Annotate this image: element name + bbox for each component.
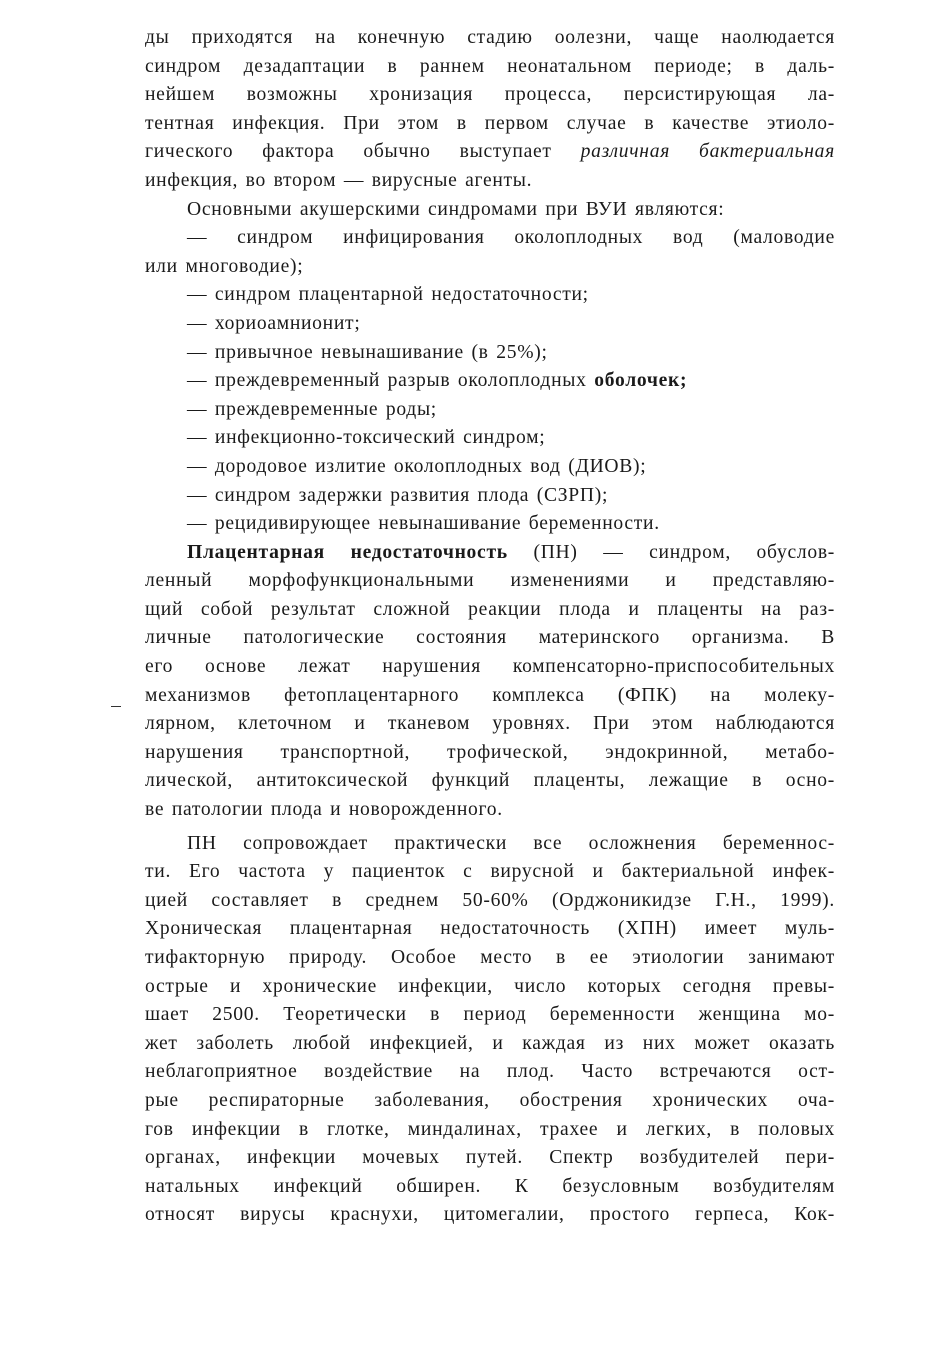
text-line: шает 2500. Теоретически в период беременности женщина мо-: [145, 1004, 835, 1026]
text-line: Хроническая плацентарная недостаточность (ХПН) имеет муль-: [145, 918, 835, 940]
text-line: нейшем возможны хронизация процесса, персистирующая ла-: [145, 84, 835, 106]
list-item: — рецидивирующее невынашивание беременности.: [187, 513, 660, 535]
text-line: инфекция, во втором — вирусные агенты.: [145, 169, 533, 191]
text-line: личные патологические состояния материнского организма. В: [145, 627, 835, 649]
bold-word: оболочек;: [594, 370, 688, 392]
text-line: синдром дезадаптации в раннем неонатальном периоде; в даль-: [145, 55, 835, 77]
document-page: [145, 24, 835, 1230]
text-line: неблагоприятное воздействие на плод. Часто встречаются ост-: [145, 1061, 835, 1083]
text-line: ве патологии плода и новорожденного.: [145, 799, 503, 821]
paragraph-placental-insufficiency: [145, 539, 835, 825]
list-item: — синдром задержки развития плода (СЗРП);: [187, 484, 609, 506]
syndromes-list: [145, 196, 835, 539]
text-line: нарушения транспортной, трофической, эндокринной, метабо-: [145, 741, 835, 763]
list-item: — синдром плацентарной недостаточности;: [187, 284, 589, 306]
text-line: ПН сопровождает практически все осложнения беременнос-: [187, 832, 835, 854]
italic-phrase: различная бактериальная: [580, 141, 835, 163]
text-line: относят вирусы краснухи, цитомегалии, простого герпеса, Кок-: [145, 1204, 835, 1226]
text-line: натальных инфекций обширен. К безусловным возбудителям: [145, 1175, 835, 1197]
list-intro: Основными акушерскими синдромами при ВУИ являются:: [187, 198, 725, 220]
text-line: ленный морфофункциональными изменениями и представляю-: [145, 570, 835, 592]
list-item: [145, 367, 835, 396]
text-segment: гического фактора обычно выступает: [145, 141, 581, 163]
text-line: ти. Его частота у пациенток с вирусной и бактериальной инфек-: [145, 861, 835, 883]
list-item: — синдром инфицирования околоплодных вод (маловодие: [187, 227, 835, 249]
text-line: острые и хронические инфекции, число которых сегодня превы-: [145, 975, 835, 997]
paragraph-continuation: [145, 24, 835, 196]
text-line: его основе лежат нарушения компенсаторно-приспособительных: [145, 656, 835, 678]
text-line: лярном, клеточном и тканевом уровнях. При этом наблюдаются: [145, 713, 835, 735]
text-line: [145, 539, 835, 568]
term-heading: Плацентарная недостаточность: [187, 541, 508, 563]
paragraph-pn-frequency: [145, 830, 835, 1230]
text-line: щий собой результат сложной реакции плода и плаценты на раз-: [145, 598, 835, 620]
text-line: рые респираторные заболевания, обострения хронических оча-: [145, 1089, 835, 1111]
list-item: — дородовое излитие околоплодных вод (ДИОВ);: [187, 455, 647, 477]
text-line: гов инфекции в глотке, миндалинах, трахее и легких, в половых: [145, 1118, 835, 1140]
text-line: лической, антитоксической функций плаценты, лежащие в осно-: [145, 770, 835, 792]
text-segment: — преждевременный разрыв околоплодных: [187, 370, 595, 392]
list-item: — привычное невынашивание (в 25%);: [187, 341, 548, 363]
list-item-continuation: или многоводие);: [145, 255, 304, 277]
text-line: органах, инфекции мочевых путей. Спектр возбудителей пери-: [145, 1147, 835, 1169]
margin-dash: [111, 706, 121, 707]
list-item: — инфекционно-токсический синдром;: [187, 427, 546, 449]
text-line: ды приходятся на конечную стадию оолезни, чаще наолюдается: [145, 27, 835, 48]
text-line: жет заболеть любой инфекцией, и каждая из них может оказать: [145, 1032, 835, 1054]
text-line: [145, 138, 835, 167]
text-line: тентная инфекция. При этом в первом случае в качестве этиоло-: [145, 112, 835, 134]
text-segment: (ПН) — синдром, обуслов-: [507, 541, 836, 563]
list-item: — хориоамнионит;: [187, 312, 361, 334]
text-line: тифакторную природу. Особое место в ее этиологии занимают: [145, 947, 835, 968]
text-line: механизмов фетоплацентарного комплекса (ФПК) на молеку-: [145, 684, 835, 706]
list-item: — преждевременные роды;: [187, 398, 437, 420]
text-line: цией составляет в среднем 50-60% (Орджоникидзе Г.Н., 1999).: [145, 889, 835, 911]
